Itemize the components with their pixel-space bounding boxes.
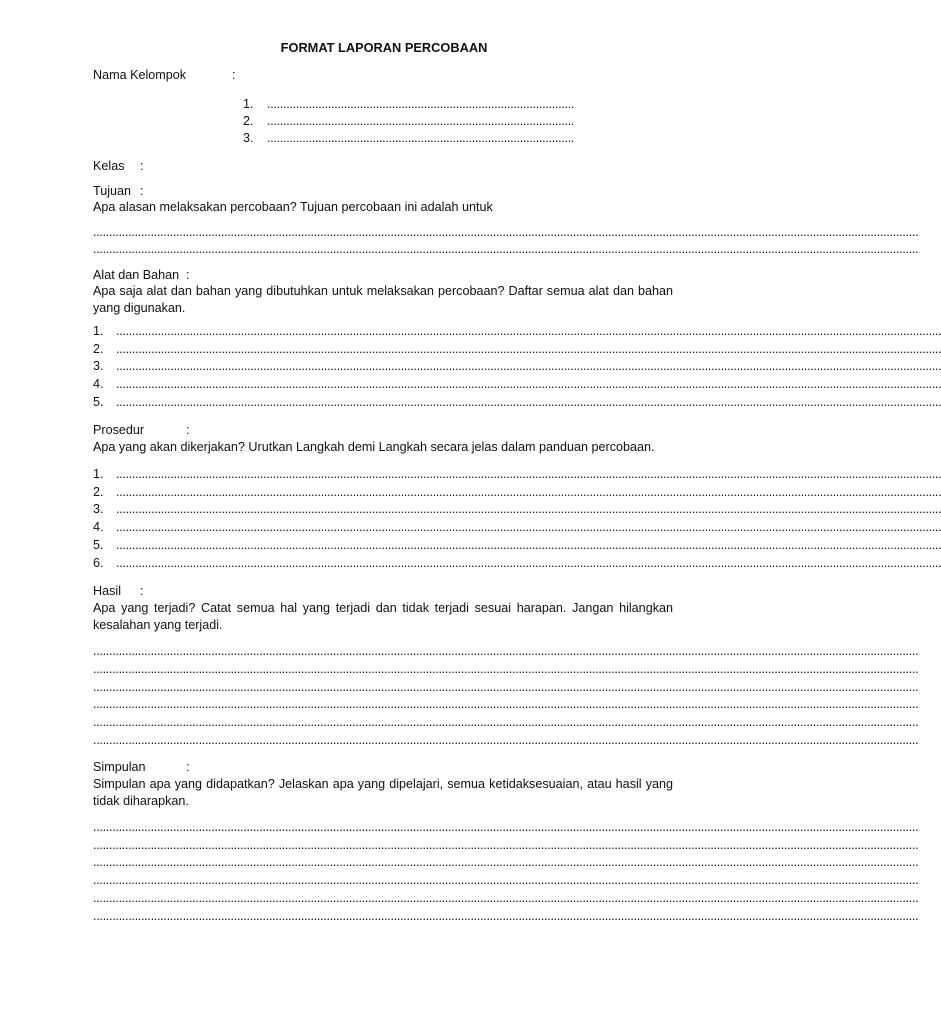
nama-kelompok-label: Nama Kelompok	[93, 68, 187, 82]
list-number: 1.	[93, 467, 104, 481]
list-fill-line: ..................................................................................................................................................................................................................................................................	[116, 359, 941, 373]
fill-line: ..................................................................................................................................................................................................................................................................	[93, 225, 919, 239]
nama-kelompok-colon: :	[232, 68, 236, 82]
list-fill-line: ..................................................................................................................................................................................................................................................................	[116, 324, 941, 338]
member-number: 3.	[243, 131, 254, 145]
document-title: FORMAT LAPORAN PERCOBAAN	[280, 40, 488, 55]
prosedur-colon: :	[186, 423, 190, 437]
simpulan-colon: :	[186, 760, 190, 774]
tujuan-colon: :	[140, 184, 144, 198]
tujuan-label: Tujuan	[93, 184, 132, 198]
list-fill-line: ..................................................................................................................................................................................................................................................................	[116, 395, 941, 409]
list-number: 4.	[93, 520, 104, 534]
hasil-label: Hasil	[93, 584, 121, 598]
fill-line: ..................................................................................................................................................................................................................................................................	[93, 891, 919, 905]
fill-line: ..................................................................................................................................................................................................................................................................	[93, 838, 919, 852]
kelas-label: Kelas	[93, 159, 125, 173]
list-number: 2.	[93, 485, 104, 499]
hasil-colon: :	[140, 584, 144, 598]
member-fill-line: ................................................................................................	[267, 114, 575, 128]
list-fill-line: ..................................................................................................................................................................................................................................................................	[116, 485, 941, 499]
list-number: 1.	[93, 324, 104, 338]
fill-line: ..................................................................................................................................................................................................................................................................	[93, 715, 919, 729]
fill-line: ..................................................................................................................................................................................................................................................................	[93, 662, 919, 676]
list-fill-line: ..................................................................................................................................................................................................................................................................	[116, 520, 941, 534]
alat-bahan-label: Alat dan Bahan	[93, 268, 180, 282]
tujuan-prompt: Apa alasan melaksakan percobaan? Tujuan percobaan ini adalah untuk	[93, 200, 493, 214]
fill-line: ..................................................................................................................................................................................................................................................................	[93, 820, 919, 834]
list-fill-line: ..................................................................................................................................................................................................................................................................	[116, 502, 941, 516]
hasil-prompt: Apa yang terjadi? Catat semua hal yang terjadi dan tidak terjadi sesuai harapan. Jangan hilangkan kesalahan yang terjadi.	[93, 601, 673, 632]
member-fill-line: ................................................................................................	[267, 131, 575, 145]
fill-line: ..................................................................................................................................................................................................................................................................	[93, 733, 919, 747]
list-number: 3.	[93, 502, 104, 516]
list-number: 6.	[93, 556, 104, 570]
fill-line: ..................................................................................................................................................................................................................................................................	[93, 680, 919, 694]
list-number: 2.	[93, 342, 104, 356]
member-number: 2.	[243, 114, 254, 128]
fill-line: ..................................................................................................................................................................................................................................................................	[93, 855, 919, 869]
list-fill-line: ..................................................................................................................................................................................................................................................................	[116, 538, 941, 552]
fill-line: ..................................................................................................................................................................................................................................................................	[93, 909, 919, 923]
list-number: 5.	[93, 538, 104, 552]
fill-line: ..................................................................................................................................................................................................................................................................	[93, 697, 919, 711]
list-fill-line: ..................................................................................................................................................................................................................................................................	[116, 467, 941, 481]
list-fill-line: ..................................................................................................................................................................................................................................................................	[116, 556, 941, 570]
member-fill-line: ................................................................................................	[267, 97, 575, 111]
fill-line: ..................................................................................................................................................................................................................................................................	[93, 873, 919, 887]
list-fill-line: ..................................................................................................................................................................................................................................................................	[116, 342, 941, 356]
kelas-colon: :	[140, 159, 144, 173]
simpulan-label: Simpulan	[93, 760, 146, 774]
alat-bahan-colon: :	[186, 268, 190, 282]
simpulan-prompt: Simpulan apa yang didapatkan? Jelaskan apa yang dipelajari, semua ketidaksesuaian, atau hasil yang tidak diharapkan.	[93, 777, 673, 808]
list-number: 3.	[93, 359, 104, 373]
prosedur-prompt: Apa yang akan dikerjakan? Urutkan Langkah demi Langkah secara jelas dalam panduan percobaan.	[93, 440, 655, 454]
list-number: 5.	[93, 395, 104, 409]
list-number: 4.	[93, 377, 104, 391]
alat-bahan-prompt: Apa saja alat dan bahan yang dibutuhkan untuk melaksakan percobaan? Daftar semua alat dan bahan yang digunakan.	[93, 284, 673, 315]
prosedur-label: Prosedur	[93, 423, 145, 437]
fill-line: ..................................................................................................................................................................................................................................................................	[93, 242, 919, 256]
member-number: 1.	[243, 97, 254, 111]
fill-line: ..................................................................................................................................................................................................................................................................	[93, 644, 919, 658]
list-fill-line: ..................................................................................................................................................................................................................................................................	[116, 377, 941, 391]
